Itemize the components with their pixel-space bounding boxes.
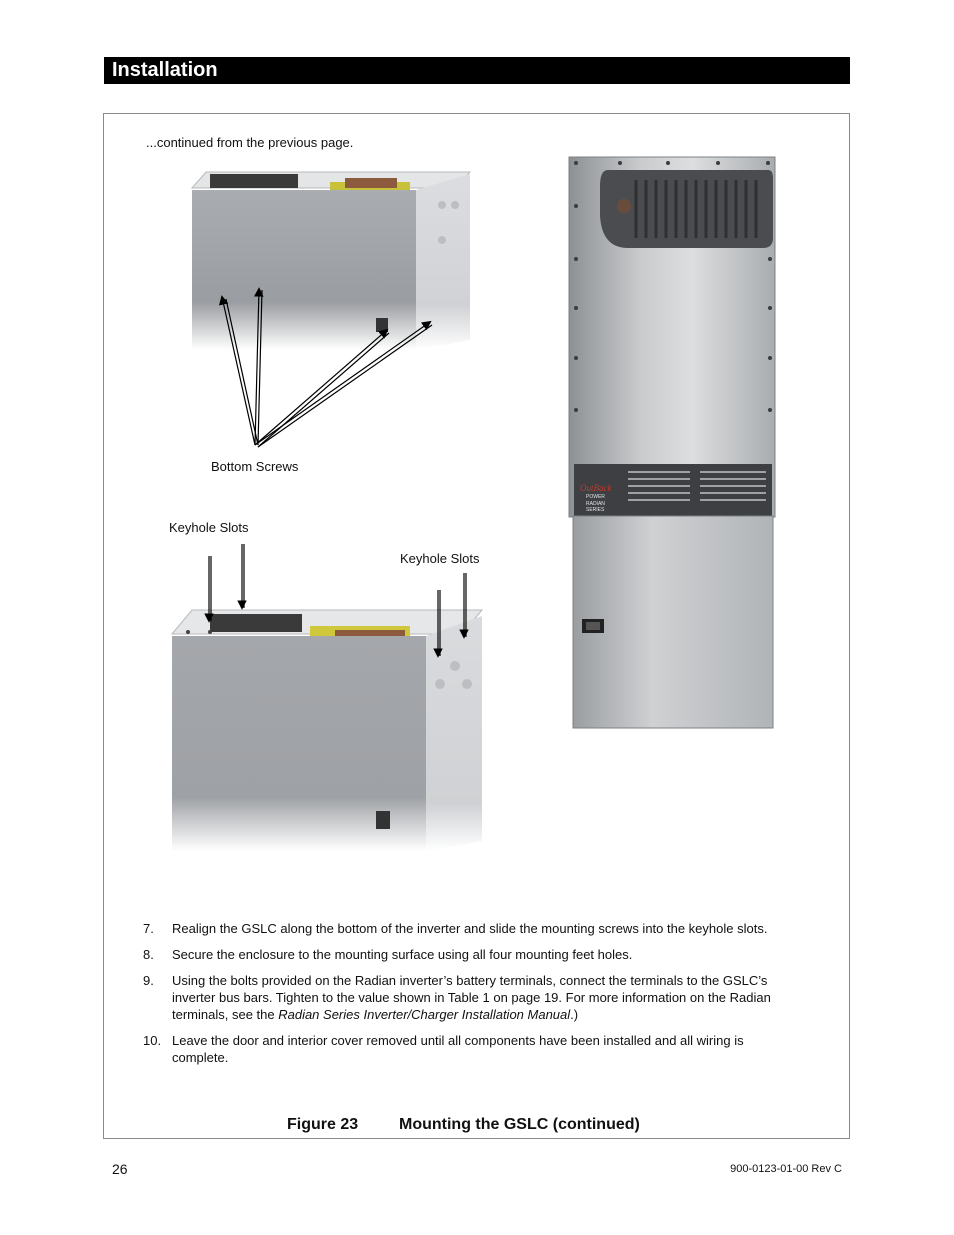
step-item [143,1032,803,1066]
step-number: 9. [143,973,154,988]
step-text: Leave the door and interior cover removed until all components have been installed and all wiring is complete. [172,1033,744,1065]
step-number: 10. [143,1033,162,1048]
document-code: 900-0123-01-00 Rev C [730,1163,842,1175]
label-keyhole-slots-right: Keyhole Slots [400,551,480,566]
step-text: Secure the enclosure to the mounting surface using all four mounting feet holes. [172,947,633,962]
figure-caption [287,1116,640,1134]
step-text-part: Using the bolts provided on the Radian inverter’s battery terminals, connect the terminals to the GSLC’s inverter bus bars. Tighten to the value shown in Table 1 on page 19. For more information on the Radian terminals, see the [172,973,771,1022]
step-number: 8. [143,947,154,962]
logo-brand: OutBack [580,483,612,493]
step-item [143,946,803,963]
continued-note: ...continued from the previous page. [146,135,354,150]
logo-line2: POWER [586,494,605,500]
logo-line4: SERIES [586,507,605,513]
step-text-part: .) [570,1007,579,1022]
step-text [172,972,803,1023]
page-number: 26 [112,1161,128,1177]
manual-title: Radian Series Inverter/Charger Installation Manual [278,1007,571,1022]
radian-inverter-illustration [568,156,778,731]
step-item [143,972,803,1023]
step-number: 7. [143,921,154,936]
logo-line3: RADIAN [586,501,605,507]
label-keyhole-slots-left: Keyhole Slots [169,520,249,535]
figure-title: Mounting the GSLC (continued) [399,1116,640,1133]
figure-label: Figure 23 [287,1116,359,1133]
label-bottom-screws: Bottom Screws [211,459,299,474]
step-text: Realign the GSLC along the bottom of the inverter and slide the mounting screws into the keyhole slots. [172,921,768,936]
installation-steps [143,920,803,1075]
step-item [143,920,803,937]
section-title: Installation [112,59,218,81]
